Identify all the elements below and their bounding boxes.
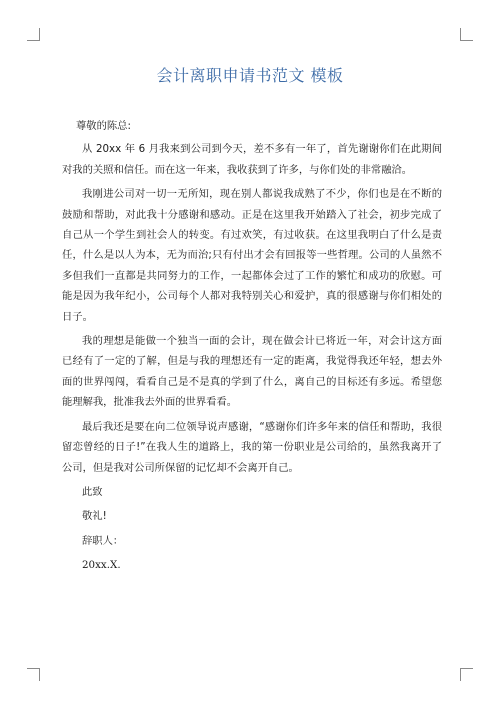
document-title: 会计离职申请书范文 模板 — [156, 66, 344, 85]
closing-line-1: 此致 — [82, 485, 103, 498]
crop-mark-top-right — [460, 28, 473, 41]
paragraph-4: 最后我还是要在向二位领导说声感谢，“感谢你们许多年来的信任和帮助，我很留恋曾经的日子!”在我人生的道路上，我的第一份职业是公司给的，虽然我离开了公司，但是我对公司所保留的记忆却不会离开自己。 — [62, 420, 442, 474]
signature-label: 辞职人： — [82, 534, 124, 547]
crop-mark-bottom-right — [460, 668, 473, 681]
signature-date: 20xx.X. — [82, 559, 121, 572]
crop-mark-top-left — [27, 28, 40, 41]
closing-line-2: 敬礼! — [82, 510, 107, 523]
document-body — [62, 116, 442, 576]
salutation: 尊敬的陈总: — [76, 120, 131, 132]
crop-mark-bottom-left — [27, 668, 40, 681]
paragraph-3: 我的理想是能做一个独当一面的会计，现在做会计已将近一年，对会计这方面已经有了一定的了解，但是与我的理想还有一定的距离，我觉得我还年轻，想去外面的世界闯闯，看看自己是不是真的学到了什么，离自己的目标还有多远。希望您能理解我，批准我去外面的世界看看。 — [62, 335, 442, 409]
paragraph-2: 我刚进公司对一切一无所知，现在别人都说我成熟了不少，你们也是在不断的鼓励和帮助，对此我十分感谢和感动。正是在这里我开始踏入了社会，初步完成了自己从一个学生到社会人的转变。有过欢笑，有过收获。在这里我明白了什么是责任，什么是以人为本，无为而治;只有付出才会有回报等一些哲理。公司的人虽然不多但我们一直都是共同努力的工作，一起都体会过了工作的繁忙和成功的欣慰。可能是因为我年纪小，公司每个人都对我特别关心和爱护，真的很感谢与你们相处的日子。 — [62, 188, 442, 323]
paragraph-1: 从 20xx 年 6 月我来到公司到今天，差不多有一年了，首先谢谢你们在此期间对我的关照和信任。而在这一年来，我收获到了许多，与你们处的非常融洽。 — [62, 143, 442, 176]
